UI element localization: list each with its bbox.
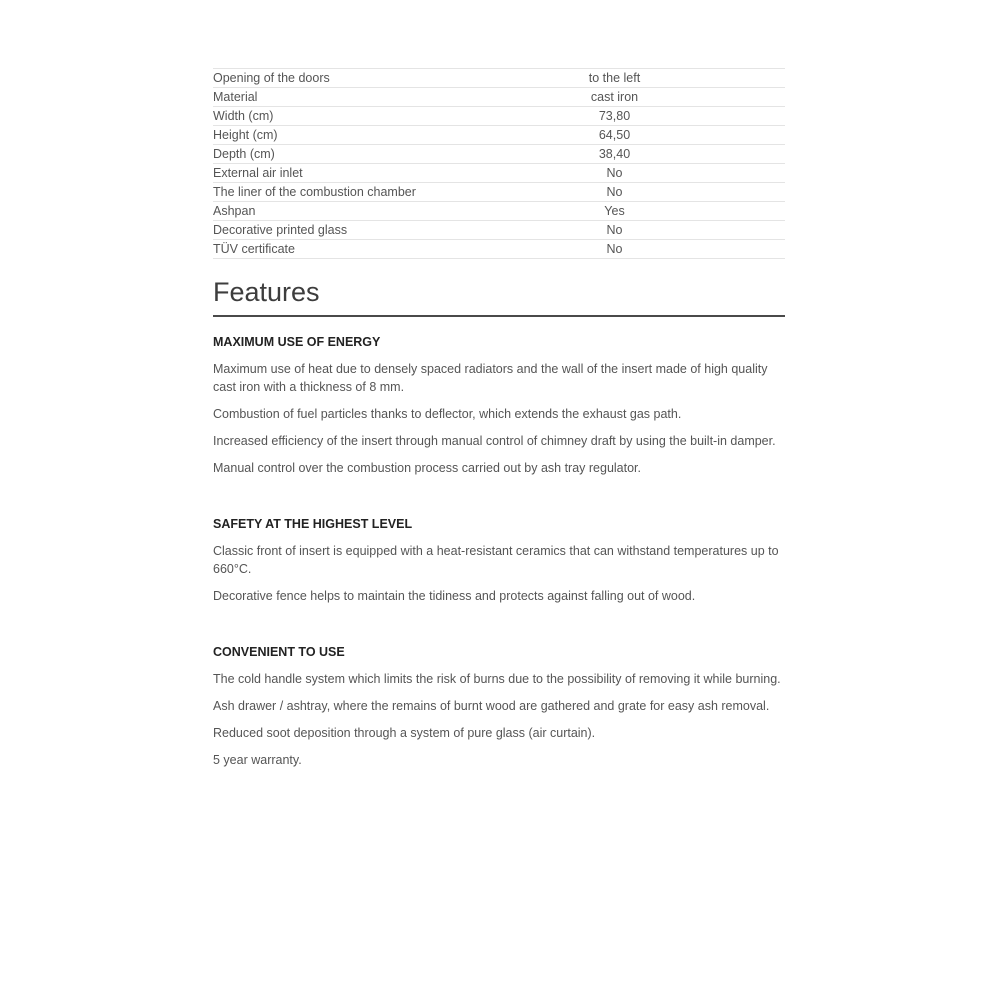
table-row [213, 221, 785, 240]
section-safety [213, 515, 785, 605]
table-row [213, 202, 785, 221]
table-row [213, 107, 785, 126]
paragraph: Decorative fence helps to maintain the tidiness and protects against falling out of wood. [213, 589, 696, 603]
spec-value: to the left [588, 69, 785, 88]
spec-label: Depth (cm) [213, 145, 588, 164]
features-title: Features [213, 275, 785, 317]
spec-label: Material [213, 88, 588, 107]
spec-value: cast iron [588, 88, 785, 107]
table-row [213, 145, 785, 164]
spec-label: Height (cm) [213, 126, 588, 145]
spec-value: 38,40 [588, 145, 785, 164]
spec-value: 73,80 [588, 107, 785, 126]
spec-value: No [588, 221, 785, 240]
table-row [213, 240, 785, 259]
table-row [213, 183, 785, 202]
table-row [213, 69, 785, 88]
product-details [213, 68, 785, 769]
section-convenience [213, 643, 785, 769]
section-heading: MAXIMUM USE OF ENERGY [213, 335, 381, 349]
paragraph: Ash drawer / ashtray, where the remains of burnt wood are gathered and grate for easy ash removal. [213, 699, 770, 713]
spec-value: No [588, 164, 785, 183]
specifications-table [213, 68, 785, 259]
paragraph: Classic front of insert is equipped with a heat-resistant ceramics that can withstand temperatures up to 660°C. [213, 544, 779, 576]
spec-label: Decorative printed glass [213, 221, 588, 240]
paragraph: Combustion of fuel particles thanks to deflector, which extends the exhaust gas path. [213, 407, 682, 421]
table-row [213, 126, 785, 145]
spec-label: The liner of the combustion chamber [213, 183, 588, 202]
spec-value: 64,50 [588, 126, 785, 145]
spec-label: Ashpan [213, 202, 588, 221]
paragraph: Reduced soot deposition through a system of pure glass (air curtain). [213, 726, 596, 740]
paragraph: 5 year warranty. [213, 753, 302, 767]
section-heading: CONVENIENT TO USE [213, 645, 345, 659]
spec-value: Yes [588, 202, 785, 221]
paragraph: The cold handle system which limits the risk of burns due to the possibility of removing it while burning. [213, 672, 781, 686]
spec-label: Opening of the doors [213, 69, 588, 88]
paragraph: Manual control over the combustion process carried out by ash tray regulator. [213, 461, 641, 475]
spec-label: Width (cm) [213, 107, 588, 126]
paragraph: Increased efficiency of the insert through manual control of chimney draft by using the built-in damper. [213, 434, 776, 448]
table-row [213, 88, 785, 107]
spec-label: External air inlet [213, 164, 588, 183]
spec-value: No [588, 240, 785, 259]
paragraph: Maximum use of heat due to densely spaced radiators and the wall of the insert made of high quality cast iron with a thickness of 8 mm. [213, 362, 768, 394]
table-row [213, 164, 785, 183]
spec-value: No [588, 183, 785, 202]
spec-label: TÜV certificate [213, 240, 588, 259]
section-heading: SAFETY AT THE HIGHEST LEVEL [213, 517, 413, 531]
section-energy [213, 333, 785, 477]
